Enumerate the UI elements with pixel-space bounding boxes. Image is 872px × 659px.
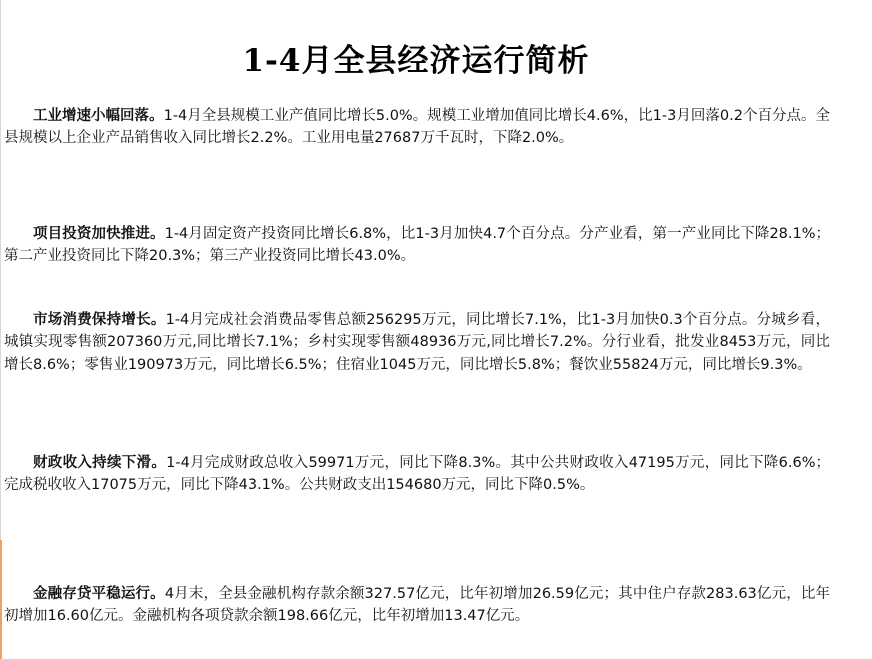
section-heading: 工业增速小幅回落。	[33, 107, 164, 124]
section-body: 1-4月完成财政总收入59971万元，同比下降8.3%。其中公共财政收入47195万元，同比下降6.6%；完成税收收入17075万元，同比下降43.1%。公共财政支出154680万元，同比下降0.5%。	[4, 454, 831, 493]
section-heading: 财政收入持续下滑。	[33, 454, 167, 471]
section-industry	[4, 105, 830, 150]
section-body: 1-4月全县规模工业产值同比增长5.0%。规模工业增加值同比增长4.6%，比1-3月回落0.2个百分点。全县规模以上企业产品销售收入同比增长2.2%。工业用电量27687万千瓦时，下降2.0%。	[4, 107, 830, 146]
section-heading: 项目投资加快推进。	[33, 225, 165, 242]
section-body: 1-4月固定资产投资同比增长6.8%，比1-3月加快4.7个百分点。分产业看，第一产业同比下降28.1%；第二产业投资同比下降20.3%；第三产业投资同比增长43.0%。	[4, 225, 831, 264]
page-title: 1-4月全县经济运行简析	[242, 42, 590, 79]
section-heading: 市场消费保持增长。	[33, 311, 166, 328]
section-banking	[4, 583, 830, 628]
left-border-accent	[0, 540, 2, 659]
section-body: 1-4月完成社会消费品零售总额256295万元，同比增长7.1%，比1-3月加快0.3个百分点。分城乡看，城镇实现零售额207360万元,同比增长7.1%；乡村实现零售额48936万元,同比增长7.2%。分行业看，批发业8453万元，同比增长8.6%；零售业190973万元，同比增长6.5%；住宿业1045万元，同比增长5.8%；餐饮业55824万元，同比增长9.3%。	[4, 311, 830, 373]
section-body: 4月末，全县金融机构存款余额327.57亿元，比年初增加26.59亿元；其中住户存款283.63亿元，比年初增加16.60亿元。金融机构各项贷款余额198.66亿元，比年初增加13.47亿元。	[4, 585, 830, 624]
section-fiscal-revenue	[4, 452, 830, 497]
section-investment	[4, 223, 830, 268]
section-consumption	[4, 309, 830, 377]
section-heading: 金融存贷平稳运行。	[33, 585, 165, 602]
